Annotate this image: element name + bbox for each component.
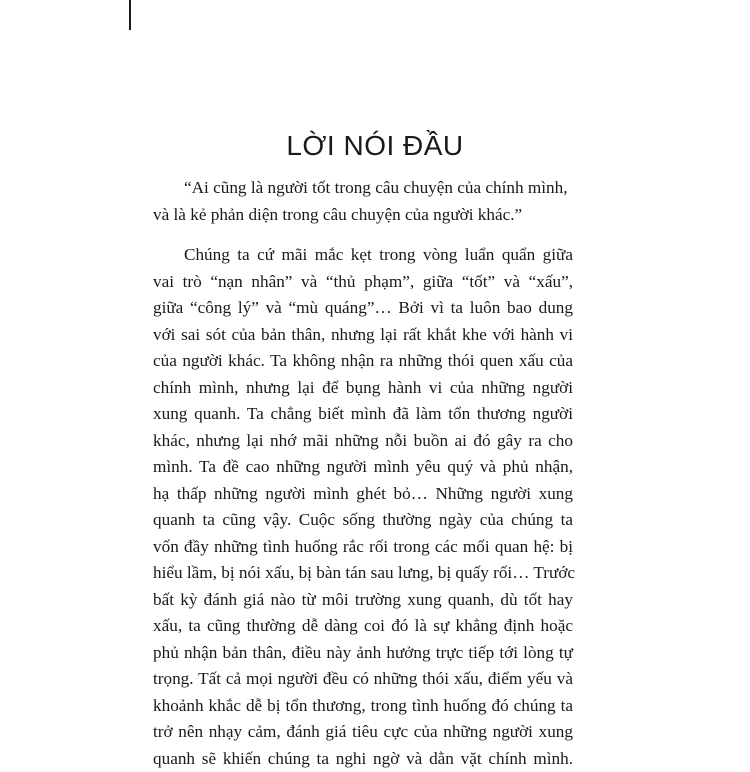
epigraph (153, 175, 573, 228)
body-line: vốn đầy những tình huống rắc rối trong các mối quan hệ: bị (153, 534, 573, 561)
body-line: của người khác. Ta không nhận ra những thói quen xấu của (153, 348, 573, 375)
body-line: xấu, ta cũng thường dễ dàng coi đó là sự khẳng định hoặc (153, 613, 573, 640)
text-block (153, 175, 573, 772)
body-line: trọng. Tất cả mọi người đều có những thói xấu, điểm yếu và (153, 666, 573, 693)
epigraph-line: “Ai cũng là người tốt trong câu chuyện của chính mình, (153, 175, 573, 202)
body-line: mình. Ta đề cao những người mình yêu quý và phủ nhận, (153, 454, 573, 481)
body-line: phủ nhận bản thân, điều này ảnh hưởng trực tiếp tới lòng tự (153, 640, 573, 667)
page-title: LỜI NÓI ĐẦU (0, 130, 750, 162)
body-paragraph (153, 242, 573, 772)
body-line: giữa “công lý” và “mù quáng”… Bởi vì ta luôn bao dung (153, 295, 573, 322)
body-line: khoảnh khắc dễ bị tổn thương, trong tình huống đó chúng ta (153, 693, 573, 720)
body-line: quanh ta cũng vậy. Cuộc sống thường ngày của chúng ta (153, 507, 573, 534)
body-line: Chúng ta cứ mãi mắc kẹt trong vòng luẩn quẩn giữa (153, 242, 573, 269)
body-line: với sai sót của bản thân, nhưng lại rất khắt khe với hành vi (153, 322, 573, 349)
body-line: vai trò “nạn nhân” và “thủ phạm”, giữa “tốt” và “xấu”, (153, 269, 573, 296)
epigraph-line: và là kẻ phản diện trong câu chuyện của người khác.” (153, 202, 573, 229)
body-line: bất kỳ đánh giá nào từ môi trường xung quanh, dù tốt hay (153, 587, 573, 614)
body-line: khác, nhưng lại nhớ mãi những nỗi buồn ai đó gây ra cho (153, 428, 573, 455)
body-line: chính mình, nhưng lại để bụng hành vi của những người (153, 375, 573, 402)
body-line: hạ thấp những người mình ghét bỏ… Những người xung (153, 481, 573, 508)
top-margin-line (129, 0, 131, 30)
body-line: hiểu lầm, bị nói xấu, bị bàn tán sau lưng, bị quấy rối… Trước (153, 560, 573, 587)
body-line: trở nên nhạy cảm, đánh giá tiêu cực của những người xung (153, 719, 573, 746)
body-line: xung quanh. Ta chẳng biết mình đã làm tổn thương người (153, 401, 573, 428)
body-line: quanh sẽ khiến chúng ta nghi ngờ và dằn vặt chính mình. (153, 746, 573, 772)
